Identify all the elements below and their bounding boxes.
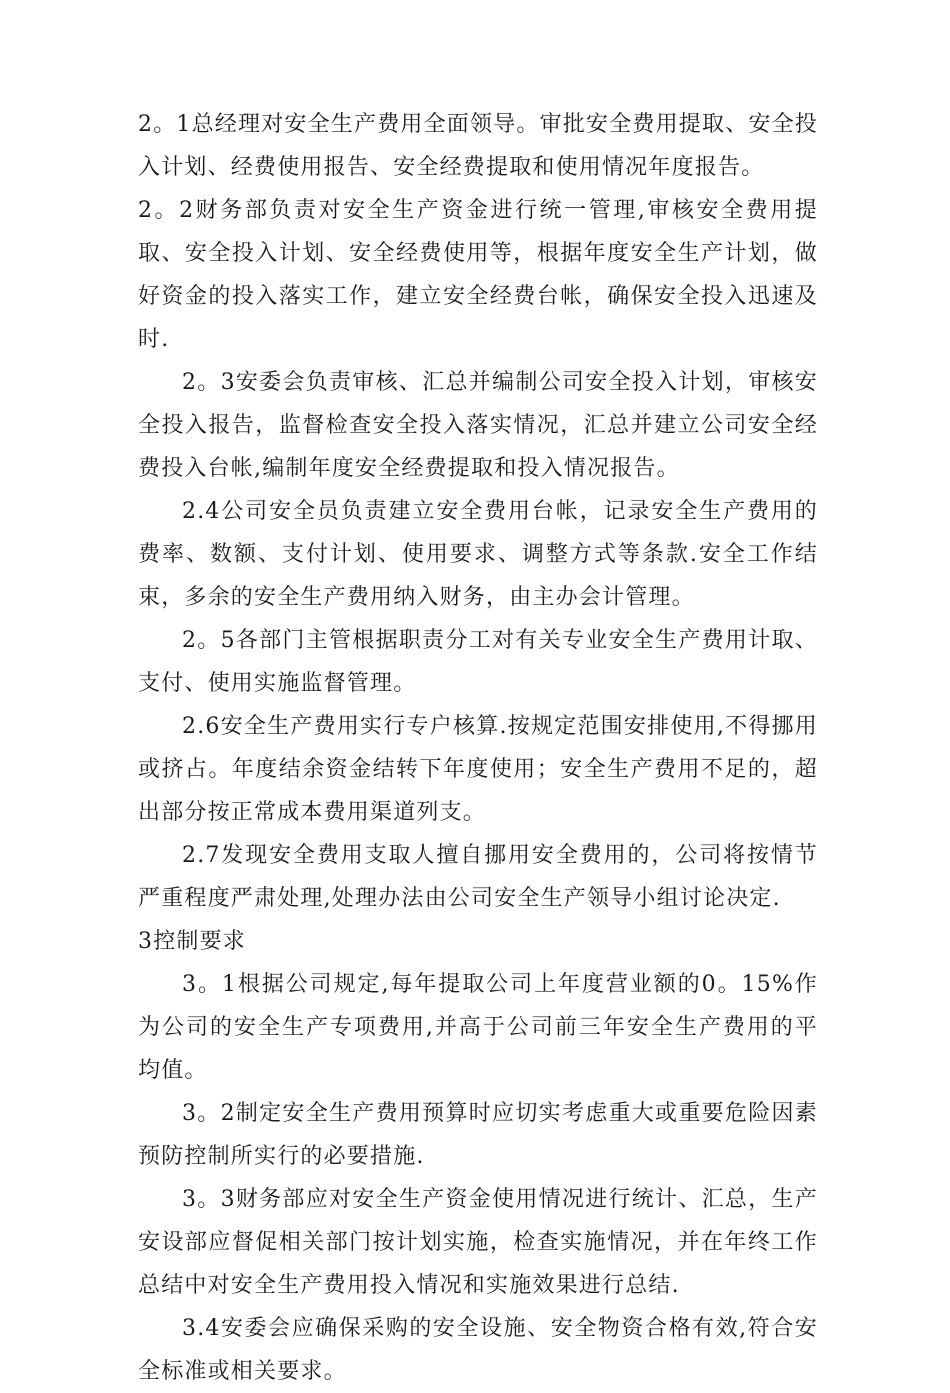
paragraph-2-5: 2。5各部门主管根据职责分工对有关专业安全生产费用计取、支付、使用实施监督管理。 bbox=[138, 628, 818, 696]
paragraph-2-7: 2.7发现安全费用支取人擅自挪用安全费用的，公司将按情节严重程度严肃处理,处理办法由公司安全生产领导小组讨论决定. bbox=[138, 843, 818, 911]
paragraph-2-1: 2。1总经理对安全生产费用全面领导。审批安全费用提取、安全投入计划、经费使用报告、安全经费提取和使用情况年度报告。 bbox=[138, 112, 818, 180]
paragraph-2-2: 2。2财务部负责对安全生产资金进行统一管理,审核安全费用提取、安全投入计划、安全经费使用等，根据年度安全生产计划，做好资金的投入落实工作，建立安全经费台帐，确保安全投入迅速及时. bbox=[138, 198, 818, 352]
paragraph-3-1: 3。1根据公司规定,每年提取公司上年度营业额的0。15%作为公司的安全生产专项费用,并高于公司前三年安全生产费用的平均值。 bbox=[138, 972, 818, 1083]
paragraph-3-3: 3。3财务部应对安全生产资金使用情况进行统计、汇总，生产安设部应督促相关部门按计划实施，检查实施情况，并在年终工作总结中对安全生产费用投入情况和实施效果进行总结. bbox=[138, 1187, 818, 1298]
paragraph-2-6: 2.6安全生产费用实行专户核算.按规定范围安排使用,不得挪用或挤占。年度结余资金结转下年度使用；安全生产费用不足的，超出部分按正常成本费用渠道列支。 bbox=[138, 714, 818, 825]
paragraph-3-2: 3。2制定安全生产费用预算时应切实考虑重大或重要危险因素预防控制所实行的必要措施. bbox=[138, 1101, 818, 1169]
paragraph-2-3: 2。3安委会负责审核、汇总并编制公司安全投入计划，审核安全投入报告，监督检查安全投入落实情况，汇总并建立公司安全经费投入台帐,编制年度安全经费提取和投入情况报告。 bbox=[138, 370, 818, 481]
paragraph-2-4: 2.4公司安全员负责建立安全费用台帐，记录安全生产费用的费率、数额、支付计划、使用要求、调整方式等条款.安全工作结束，多余的安全生产费用纳入财务，由主办会计管理。 bbox=[138, 499, 818, 610]
paragraph-3-4: 3.4安委会应确保采购的安全设施、安全物资合格有效,符合安全标准或相关要求。 bbox=[138, 1316, 818, 1384]
section-heading-3: 3控制要求 bbox=[138, 929, 246, 954]
document-body bbox=[138, 103, 818, 1393]
